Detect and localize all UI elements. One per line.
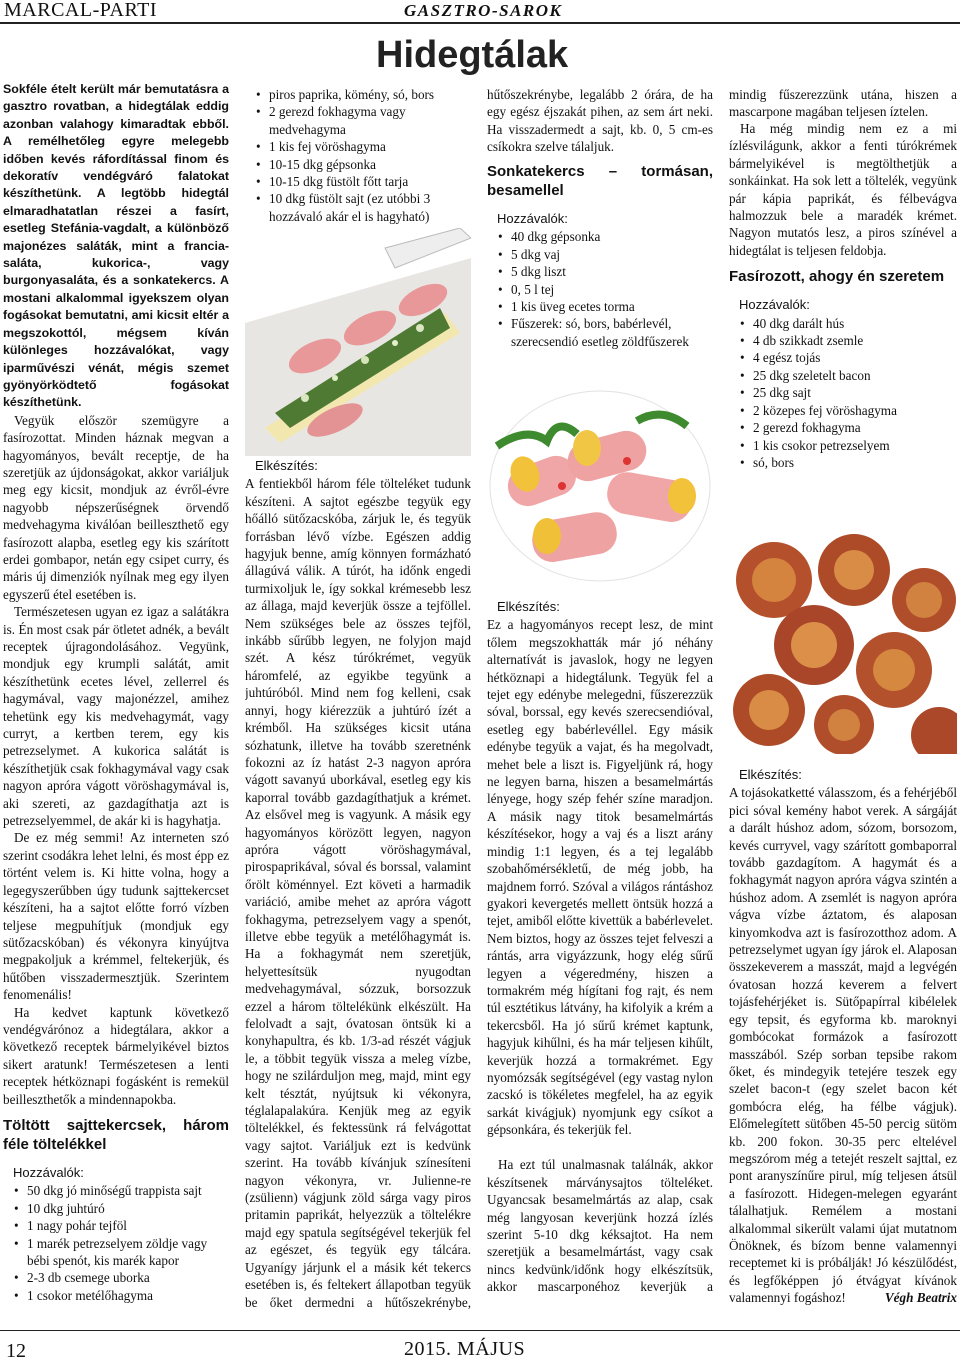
ingredient-item: • 1 kis üveg ecetes torma (497, 298, 713, 315)
ingredient-item: • 25 dkg sajt (739, 384, 957, 401)
ingredient-list (255, 86, 471, 225)
ingredient-list (739, 315, 957, 472)
ham-roll-photo (487, 366, 713, 594)
ingredient-item: • 10 dkg juhtúró (13, 1200, 229, 1217)
cheese-roll-photo (245, 228, 471, 456)
article-paragraph: Ha kedvet kaptunk következő vendégvárónoz a hidegtálara, akkor a következő receptek bármelyikével biztos sikert aratunk! Természetesen a lenti receptek hétköznapi fogásként is remekül beilleszthetők a mindennapokba. (3, 1004, 229, 1107)
method-label: Elkészítés: (255, 458, 318, 473)
ingredient-item: • 4 egész tojás (739, 349, 957, 366)
ingredient-item: • 10-15 dkg gépsonka (255, 156, 471, 173)
page-title: Hidegtálak (376, 34, 569, 76)
ingredient-item: • piros paprika, kömény, só, bors (255, 86, 471, 103)
ingredient-item: • 5 dkg vaj (497, 246, 713, 263)
ingredients-label: Hozzávalók: (13, 1164, 84, 1180)
column-4-lower (729, 764, 957, 1320)
ingredients-label: Hozzávalók: (497, 211, 568, 226)
page-header (0, 0, 960, 26)
section-name: GASZTRO-SAROK (404, 1, 563, 20)
issue-date: 2015. MÁJUS (404, 1338, 526, 1360)
article-paragraph: De ez még semmi! Az interneten szó szerint csodákra lehet lelni, és most épp ez történt velem is. Ki hitte volna, hogy a legegyszerűbben úgy tudunk sajttekercset készíteni, ha a sajtot előtte forró vízben teljese megpuhítjuk (mondjuk egy sütőzacskóban) és vékonyra kinyújtva megpakoljuk a krémmel, feltekerjük, és hűtőben visszadermesztjük. Szerintem fenomenális! (3, 830, 229, 1003)
author-signature: Végh Beatrix (884, 1290, 957, 1306)
ingredient-item: • só, bors (739, 454, 957, 471)
ingredient-list (13, 1182, 229, 1304)
ingredient-item: • 2 közepes fej vöröshagyma (739, 402, 957, 419)
recipe-title: Sonkatekercs – tormásan, besamellel (487, 163, 713, 199)
footer-rule (0, 1330, 960, 1331)
ingredient-list (497, 228, 713, 350)
ingredient-item: • 1 nagy pohár tejföl (13, 1217, 229, 1234)
ingredient-item: • 4 db szikkadt zsemle (739, 332, 957, 349)
ingredient-item: • 2 gerezd fokhagyma (739, 419, 957, 436)
ingredient-item: • 1 kis fej vöröshagyma (255, 138, 471, 155)
column-4 (729, 86, 957, 471)
ingredient-item: • 25 dkg szeletelt bacon (739, 367, 957, 384)
meatball-photo (729, 530, 957, 754)
ingredient-item: • 40 dkg gépsonka (497, 228, 713, 245)
method-label: Elkészítés: (739, 767, 802, 782)
column-3 (487, 86, 713, 350)
ingredient-item: • 50 dkg jó minőségű trappista sajt (13, 1182, 229, 1199)
ingredient-item: • 0, 5 l tej (497, 281, 713, 298)
intro-text: Sokféle ételt került már bemutatásra a gasztro rovatban, a hidegtálak eddig azonban valahogy kimaradtak ebből. A remélhetőleg egyre melegebb időben kevés ráfordítással finom és dekoratív vendégváró falatokat készíthetünk. A legtöbb hidegtál elmaradhatatlan részei a fasírt, esetleg Stefánia-vagdalt, a különböző majonézes saláták, mint a francia-saláta, kukorica-, vagy burgonyasaláta, és a sonkatekercs. A mostani alkalommal igyekszem olyan fogásokat bemutatni, ami kicsit eltér a megszokottól, mégsem kíván különleges hozzávalókat, vagy iparművészi vénát, mégis szemet gyönyörködtető fogásokat készíthetünk. (3, 82, 229, 410)
method-label: Elkészítés: (497, 599, 560, 614)
ingredient-item: • 10-15 dkg füstölt főtt tarja (255, 173, 471, 190)
column-2-top (245, 86, 471, 225)
ingredient-item: • 2-3 db csemege uborka (13, 1269, 229, 1286)
article-paragraph: Vegyük először szemügyre a fasírozottat. Minden háznak megvan a hagyományos, bevált receptje, de ha szeretjük az újdonságokat, akkor variáljuk meg egy kicsit, mondjuk az évről-évre nagyobb népszerűségnek örvendő medvehagyma kiválóan beilleszthető egy fasírozott alapba, esetleg egy kis szárított erdei gombapor, netán egy csipet curry, és máris új dimenziók nyílnak meg egy ilyen egyszerű étel esetében is. (3, 412, 229, 602)
method-text: A tojásokatketté válasszom, és a fehérjéből pici sóval kemény habot verek. A sárgáját a darált húshoz adom, sózom, borsozom, kevés curryvel, vagy szárított gombaporral tovább gazdagítom. A hagymát és a fokhagymát nagyon apróra vágva szintén a húshoz adom. A zsemlét is nagyon apróra vágva vízbe áztatom, és alaposan kinyomkodva azt is fasírozotthoz adom. A petrezselymet ugyan így járok el. Alaposan összekeverem a masszát, majd a legvégén óvatosan hozzá keverem a felvert tojásfehérjéket is. Sütőpapírral kibélelek egy tepsit, és egyforma kb. maroknyi gombócokat formázok a fasírozott masszából. Szép sorban tepsibe rakom őket, és mindegyik tetejére teszek egy szelet bacon-t (egy szelet bacon két gombócra elég, ha félbe vágjuk). Előmelegített sütőben 45-50 percig sütöm kb. 200 fokon. 30-35 perc eltelével megszórom még a tetejét reszelt sajttal, ez pont aranyszínűre pirul, míg teljesen átsül a fasírozott. Hidegen-melegen egyaránt tálalhatjuk. Remélem a mostani alkalommal sikerült valami újat mutatnom Önöknek, és bízom benne valamennyi receptemet ki is próbálják! Jó készülődést, és legfőképpen jó étvágyat kívánok valamennyi fogáshoz! Végh Beatrix (729, 785, 957, 1306)
ingredient-item: • 1 marék petrezselyem zöldje vagy bébi spenót, kis marék kapor (13, 1235, 229, 1270)
method-text-continued: hűtőszekrénybe, legalább 2 órára, de ha egy egész éjszakát pihen, az sem árt neki. Ha visszadermedt a sajt, kb. 0, 5 cm-es csíkokra szelve tálaljuk. (487, 87, 713, 154)
column-1 (3, 81, 229, 1304)
ingredient-item: • 1 csokor metélőhagyma (13, 1287, 229, 1304)
method-text: Ha ezt túl unalmasnak találnák, akkor készítsenek márványsajtos tölteléket. Ugyancsak besamelmártás az alap, csak még langyosan keverjünk hozzá ízlés szerint 5-10 dkg kéksajtot. Ha nem szeretjük a besamelmártást, vagy csak nincs kedvünk/időnk hogy elkészítsük, akkor mascarponéhoz keverjük a (487, 1157, 713, 1295)
ingredient-item: • 10 dkg füstölt sajt (ez utóbbi 3 hozzávaló akár el is hagyható) (255, 190, 471, 225)
page-number: 12 (6, 1340, 26, 1362)
brand-name: MARCAL-PARTI (4, 0, 157, 21)
ingredients-label: Hozzávalók: (739, 297, 810, 313)
ingredient-item: • 2 gerezd fokhagyma vagy medvehagyma (255, 103, 471, 138)
ingredient-item: • 5 dkg liszt (497, 263, 713, 280)
method-text: Ez a hagyományos recept lesz, de mint tőlem megszokhatták már jó néhány alternatívát is javaslok, hogy ne legyen hétköznapi a hidegtálunk. Tegyük fel a tejet egy edénybe melegedni, fűszerezzük sóval, borssal, egy kevés szerecsendióval, esetleg egy babérlevéllel. Egy másik edénybe tegyük a vajat, és ha megolvadt, mehet bele a liszt is. Figyeljünk rá, hogy ne legyen barna, hiszen a besamelmártás lényege, hogy szép fehér színe maradjon. A másik nagy titok besamelmártás készítésekor, hogy a vaj és a liszt arány mindig 1:1 legyen, és a tej legalább szobahőmérsékletű, de még jobb, ha majdnem forró. Szóval a világos rántáshoz gyakori kevergetés mellett öntsük hozzá a tejet, amiből előtte kivettük a babérlevelet. Nem biztos, hogy az összes tejet felveszi a rántás, arra vigyázzunk, hogy elég sűrű legyen a végeredmény, hiszen a tormakrém még hígítani fog rajt, és nem túl esztétikus látvány, ha kifolyik a krém a tekercsből. Ha jó sűrű krémet kaptunk, hagyjuk kihűlni, és ha már teljesen kihűlt, keverjük hozzá a tormakrémet. Egy nyomózsák segítségével (egy vastag nylon zacskó is tökéletes megfelel, ha az egyik sarkát kivágjuk) nyomjunk egy csíkot a gépsonkára, és tekerjük fel. (487, 617, 713, 1138)
column-3-lower (487, 596, 713, 1294)
header-rule (0, 22, 960, 24)
article-paragraph: Természetesen ugyan ez igaz a salátákra is. Én most csak pár ötletet adnék, a bevált receptek újragondolásához. Vegyünk, mondjuk egy krumpli salátát, amit készíthetünk ecetes lével, zellerrel és hagymával, vagy majonézzel, amihez tehetünk egy kis medvehagymát, vagy curryt, a kertben terem, egy kis petrezselymet. A kukorica salátát is készíthetjük csak fokhagymával vagy csak nagyon apróra vágott vöröshagymával is, aki szereti, az gazdagíthatja azt is petrezselyemmel, de akár ki is hagyhatja. (3, 604, 229, 829)
column-2 (245, 455, 471, 1310)
method-text: Ha még mindig nem ez a mi ízlésvilágunk, akkor a fenti túrókrémek bármelyikével is megtölthetjük a sonkáinkat. Ha sok lett a töltelék, vegyünk pár kápia paprikát, és félbevágva halmozzuk bele a maradék krémet. Nagyon mutatós lesz, a piros színével a hidegtálat is teljesen feldobja. (729, 121, 957, 258)
recipe-title: Fasírozott, ahogy én szeretem (729, 268, 945, 286)
method-text-continued: mindig fűszerezzünk utána, hiszen a mascarpone magában teljesen íztelen. (729, 87, 957, 120)
recipe-title: Töltött sajttekercsek, három féle töltelékkel (3, 1116, 229, 1153)
ingredient-item: • 40 dkg darált hús (739, 315, 957, 332)
ingredient-item: • 1 kis csokor petrezselyem (739, 437, 957, 454)
ingredient-item: • Fűszerek: só, bors, babérlevél, szerecsendió esetleg zöldfűszerek (497, 315, 713, 350)
method-text: A fentiekből három féle tölteléket tudunk készíteni. A sajtot egészbe tegyük egy hőálló sütőzacskóba, zárjuk le, és tegyük forrásban lévő vízbe. Egészen addig hagyjuk benne, amíg könnyen formázható állagúvá válik. A túrót, ha időnk engedi turmixoljuk le, így sokkal krémesebb lesz az állaga, majd keverjük össze a tejföllel. Nem szükséges bele az összes tejföl, inkább sűrűbb legyen, ne folyjon majd szét. A kész túrókrémet, vegyük háromfelé, az egyikbe tegyünk a juhtúróból. Mind nem fog kelleni, csak annyi, hogy kiérezzük a juhtúró ízét a krémből. Ha szükséges kicsit utána sózhatunk, illetve ha tovább szeretnénk fokozni az íz hatást 2-3 nagyon apróra vágott savanyú uborkával, esetleg egy kis kaporral tovább gazdagíthatjuk a krémet. Az elsővel meg is vagyunk. A másik egy hagyományos körözött legyen, nagyon apróra vágott vöröshagymával, pirospaprikával, sóval és borssal, valamint őrölt köménnyel. Ezt követi a harmadik variáció, amibe mehet az apróra vágott fokhagyma, petrezselyem vagy a spenót, illetve ebbe tegyük a metélőhagymát is. Ha a fokhagymát nem szeretjük, helyettesítsük nyugodtan medvehagymával, sózzuk, borsozzuk ezzel a három töltelékünk elkészült. Ha felolvadt a sajt, óvatosan öntsük ki a konyhapultra, és kb. 1/3-ad részét vágjuk le, a többit tegyük vissza a meleg vízbe, hogy ne szilárduljon meg, majd, mint egy kelt tésztát, nyújtsuk ki vékonyra, téglalapalakúra. Kenjük meg az egyik töltelékkel, és fektessünk rá felvágottat vagy sajtot. Variáljuk ezt is kedvünk szerint. Ha tovább kívánjuk színesíteni nagyon vékonyra, vr. Julienne-re (zsülienn) vágjunk zöld sárga vagy piros pritamin paprikát, helyezzük a töltelékre majd egy spatula segítségével tekerjük fel az egészet, és tegyük egy tálcára. Ugyanígy járjunk el a másik két tekercs esetében is, és feltekert állapotban tegyük be őket dermedni a hűtőszekrénybe, (245, 476, 471, 1310)
